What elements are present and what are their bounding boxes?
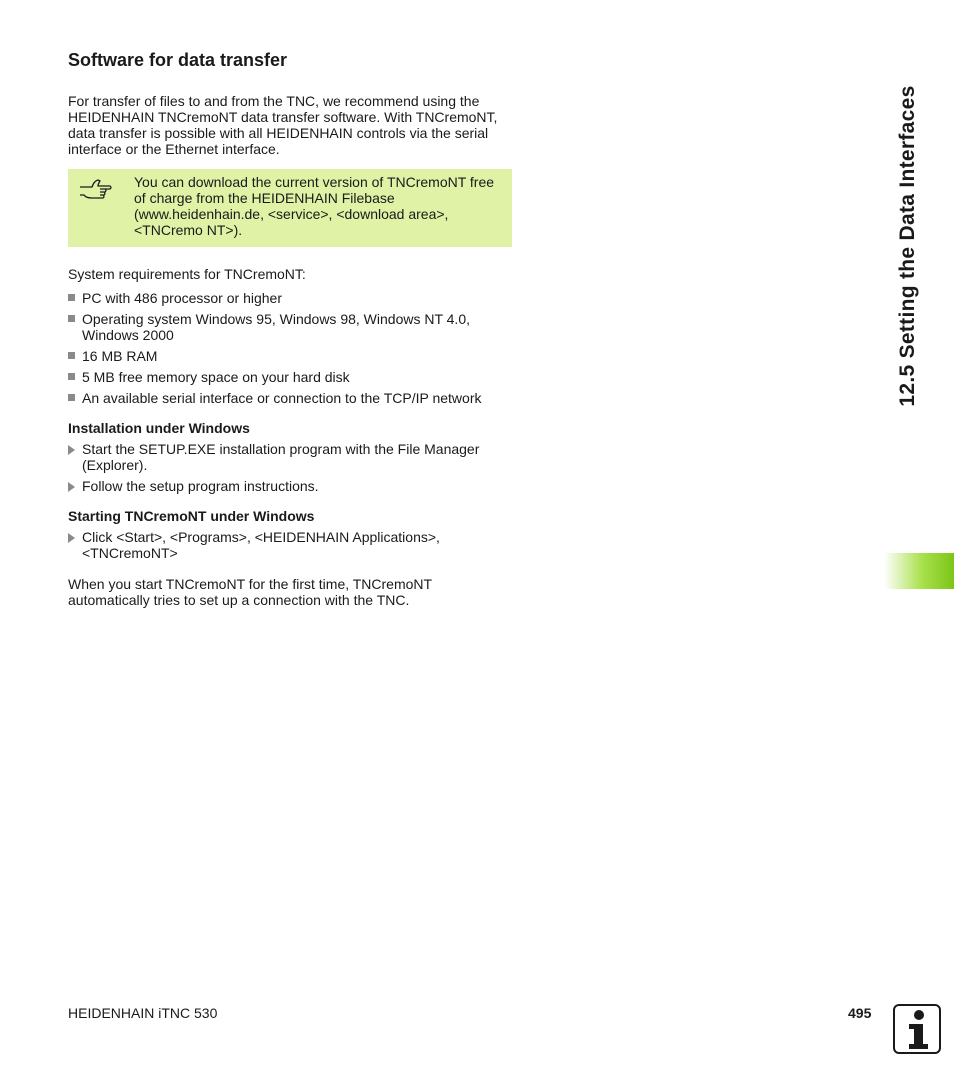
list-item: 16 MB RAM: [68, 348, 512, 364]
starting-heading: Starting TNCremoNT under Windows: [68, 508, 315, 524]
section-title: Software for data transfer: [68, 50, 288, 70]
square-bullet-icon: [68, 352, 75, 359]
note-text: You can download the current version of TNCremoNT free of charge from the HEIDENHAIN Filebase (www.heidenhain.de, <service>, <download area>, <TNCremo NT>).: [134, 174, 495, 238]
square-bullet-icon: [68, 373, 75, 380]
chapter-tab-marker: [884, 553, 954, 589]
page-content: [68, 48, 512, 608]
note-box: [68, 169, 512, 247]
starting-steps: [68, 529, 512, 561]
square-bullet-icon: [68, 394, 75, 401]
square-bullet-icon: [68, 294, 75, 301]
intro-paragraph: For transfer of files to and from the TNC, we recommend using the HEIDENHAIN TNCremoNT data transfer software. With TNCremoNT, data transfer is possible with all HEIDENHAIN controls via the serial interface or the Ethernet interface.: [68, 93, 498, 157]
requirements-list: [68, 290, 512, 406]
triangle-bullet-icon: [68, 445, 75, 455]
page-number: 495: [848, 1005, 872, 1021]
list-item: Start the SETUP.EXE installation program with the File Manager (Explorer).: [68, 441, 512, 473]
pointing-hand-icon: [78, 177, 112, 203]
list-item: Click <Start>, <Programs>, <HEIDENHAIN Applications>, <TNCremoNT>: [68, 529, 512, 561]
list-item: Operating system Windows 95, Windows 98, Windows NT 4.0, Windows 2000: [68, 311, 512, 343]
installation-steps: [68, 441, 512, 494]
list-item: 5 MB free memory space on your hard disk: [68, 369, 512, 385]
installation-heading: Installation under Windows: [68, 420, 250, 436]
footer-product: HEIDENHAIN iTNC 530: [68, 1005, 218, 1021]
chapter-side-title: 12.5 Setting the Data Interfaces: [896, 85, 919, 407]
triangle-bullet-icon: [68, 482, 75, 492]
info-icon: [893, 1004, 941, 1054]
list-item: An available serial interface or connection to the TCP/IP network: [68, 390, 512, 406]
square-bullet-icon: [68, 315, 75, 322]
outro-paragraph: When you start TNCremoNT for the first time, TNCremoNT automatically tries to set up a connection with the TNC.: [68, 576, 432, 608]
requirements-intro: System requirements for TNCremoNT:: [68, 266, 306, 282]
triangle-bullet-icon: [68, 533, 75, 543]
list-item: Follow the setup program instructions.: [68, 478, 512, 494]
list-item: PC with 486 processor or higher: [68, 290, 512, 306]
